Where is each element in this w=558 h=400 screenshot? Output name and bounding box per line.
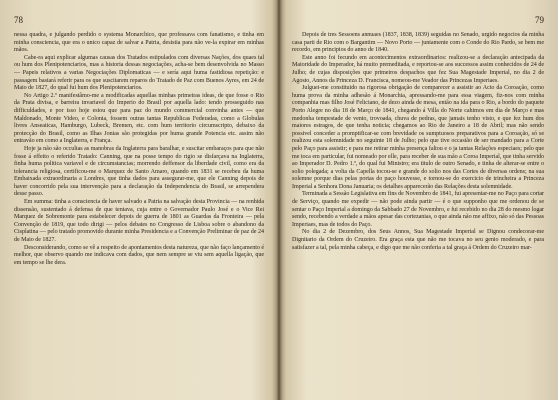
page-number: 79 [535, 15, 544, 25]
paragraph: Em summa: tinha a consciencia de haver salvado a Patria na salvação desta Provincia — na renhida dissensão, sustentado á defensa de que tentava, cuja entre o Governador Paulo José e o Vice Rei Marquez de Sobremonte para estabelecer depois de guerra de 1801 as Guardas da Fronteira — pela Convenção de 1819, que todo dirigi — pelos debates no Congresso de Lisboa sobre o abandono da Cisplatina — pelo tratado promovido durante minha Presidencia e a Convenção Preliminar de paz de 24 de Maio de 1827. [14, 199, 264, 244]
right-page [284, 0, 558, 400]
page-text [292, 32, 544, 252]
left-page [0, 0, 274, 400]
paragraph: Desconsiderando, como se vê a respeito de apontamentos desta natureza, que não faço lançamento é melhor, que observo quando me indicava com dados, que nem sempre se viu sem aquella ligação, que em tempo se lhe dera. [14, 244, 264, 266]
page-text [14, 32, 264, 267]
paragraph: No dia 2 de Dezembro, dos Seus Annos, Sua Magestade Imperial se Dignou condecorar-me Dignitario da Ordem do Cruzeiro. Era graça esta que não me tocava no seu genio moderado, e para satisfazer a tal, pela minha cabeça, e digo que me não conferia a tal graça á Ordem do Cruzeiro mar- [292, 229, 544, 251]
paragraph: Hoje ja não são occultas as manobras da Inglaterra para baralhar, e suscitar embaraços para que não fosse á effeito o referido Tratado: Canning, que na posse tempo do rigio se disfarçava na Inglaterra, finha huma politica variavel e de circumstancias; morrendo deffensor da liberdade civil, como era da tolerancia religiosa, certificou-me o Marquez de Santo Amaro, quando em 1831 se recebeu da huma Embaixada extraordinaria a Londres, que tinha dados para assegurar-me, que ele Canning depois de haver concorrido pela sua intervenção para a declaração da Independencia do Brasil, se arrependera desse passo. [14, 145, 264, 198]
paragraph: Terminada a Sessão Legislativa em fins de Novembro de 1841, fui apresentar-me no Paço para cortar de Serviço, quando me expedir — não pode ainda partir — é o que supponho que me ordenou de se sentar o Paço Imperial a domingo da Sabbado 27 de Novembro, e fui recebido no dia 28 do mesmo logar sendo, recebendo a verdade a mãos apesar das cortezanias, o que ainda não me affixo, não só das Pessoas Imperiaes, mas de todos do Paço. [292, 191, 544, 228]
paragraph: Este anno foi fecundo em acontecimentos extraordinarios: realizou-se a declaração antecipada da Maioridade do Imperador, há muito premeditada, e reportou-se aos successos assim conhecidos de 24 de Julho; de cujas disposições que primeiros despachos que fez Sua Magestade Imperial, no dia 2 de Agosto, Annos da Princeza D. Francisca, nomeou-me Veador das Princezas Imperiaes. [292, 54, 544, 84]
paragraph: No Artigo 2.º manifestâmo-me a modificadas aquellas minhas primeiras ideas, de que fosse o Rio da Prata divisa, e barreira invariavel do Imperio do Brasil por aquella lado: tendo prosseguido nas difficuldades, e por isso hoje estou que para paz do mundo commercial convinha antes — que Maldonado, Monte Video, e Colonia, fossem outras tantas Republicas Federadas, como a Globulas livres Anseaticas, Hamburgo, Lubeck, Bremen, etc. com hum territorio circumscripto, debaixo da protecção do Brasil, como as Ilhas Jonias são protegidas por huma grande Potencia etc. assim não entravão em como a Inglaterra, e França. [14, 92, 264, 145]
paragraph: nessa quadra, e julgando perdido o systema Monarchico, que professava com fanatismo, e tinha em minha consciencia, que era o unico capaz de salvar a Patria, desistia para não ve-la expirar em minhas mãos. [14, 32, 264, 54]
paragraph: Depois de tres Sessoens annuaes (1837, 1838, 1839) seguidas no Senado, urgido negocios da minha casa parti de Rio com o Bargantim — Novo Porto — juntamente com o Conde do Rio Pardo, se bem me recordo, em principios do anno de 1840. [292, 32, 544, 54]
paragraph: Julguei-me constituido na rigorosa obrigação de comparecer a assistir ao Acto da Coroação, como huma prova da minha adhesão á Monarchia, apressando-me para essa viagem, fiz-nos com minha companhia mas filho José Feliciano, de dezo ainda de mesa, então na ida para o Rio, a bordo do paquete Porto Alegre no dia 18 de Março de 1841, chegando á Villa do Norte cahimos em dia de Março e mas medonha tempestade de vento, trovoada, chuva de pedras, que jamais tenho visto, e que fez hum dos maiores estragos, de que tenha noticia; chegamos ao Rio de Janeiro a 18 de Abril; mas não sendo possivel conceder a promptificar-se com brevidade os sumptuosos preparativos para a Coroação, só se realizou esta solemnidade no seguinte 18 de Julho; pelo que tive occasião de ser mandado para a Corte pelo Paço para assistir; e para me retirar minha presença faltou e o ja tantas Relações especiaes; pelo que me toca em particular, fui nomeado por elle, para receber de sua mão a Coroa Imperial, que tinha servido ao Imperador D. Pedro 1.º, do qual fui Ministro; era titulo de outro Senado, e tinha de alterar-se entre o solio polegada; a volta da Capella tocou-se e grande do solio nos das Cortes de diversas ordens; na sua solemne porque dias pelas portas do paço houvesse, e tornou-se do exercicio de trincheira a Princeza Imperial a Senhora Dona Januaria; os detalhes apparecerão das Relações desta solemnidade. [292, 85, 544, 190]
paragraph: Cabe-ra aqui explicar algumas causas dos Tratados estipulados com diversas Nações, dos quaes tal ou hum dos Plenipotenciarios, mas a historia dessas negociações, acha-se bem desenvolvida no Masso — Papeis relativos a varias Negociações Diplomaticas — e sería aqui huma fastidiosa repetição: e passagem bastará referir para os que suscitarem reparos do Tratado de Paz com Buenos Ayres, em 24 de Maio de 1827, do qual fui hum dos Plenipotenciarios. [14, 54, 264, 92]
page-number: 78 [14, 15, 23, 25]
